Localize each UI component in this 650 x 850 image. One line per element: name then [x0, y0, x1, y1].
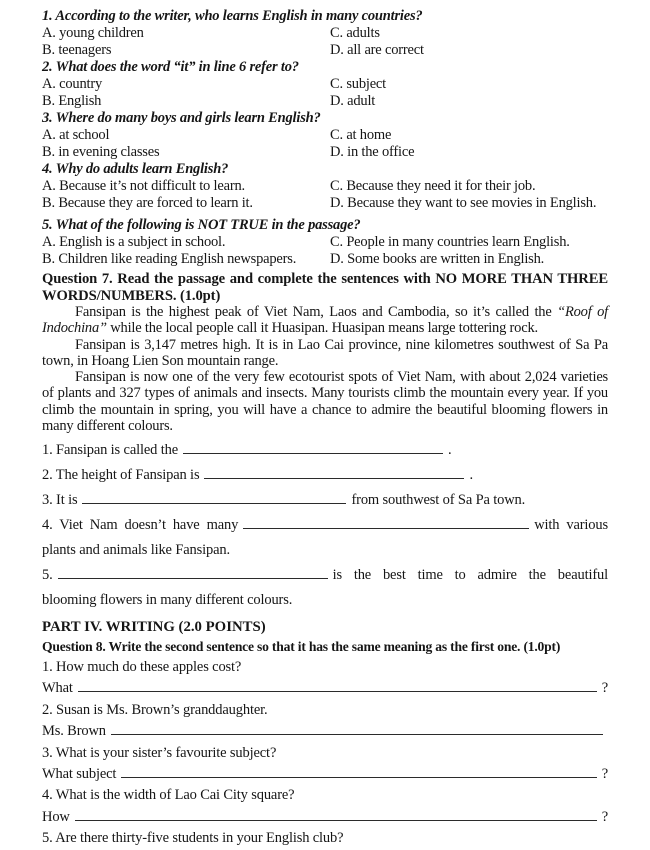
- option-left: B. teenagers: [42, 42, 112, 58]
- text-segment: from southwest of Sa Pa town.: [351, 492, 526, 509]
- answer-blank: [58, 566, 328, 579]
- mcq-question: [42, 217, 608, 268]
- text-segment: ?: [601, 808, 608, 825]
- option-row: [42, 178, 608, 195]
- question-prompt: 4. Why do adults learn English?: [42, 161, 229, 177]
- question-prompt: 2. What does the word “it” in line 6 refer to?: [42, 59, 299, 75]
- writing-question: 2. Susan is Ms. Brown’s granddaughter.: [42, 701, 268, 718]
- option-row: [42, 127, 608, 144]
- fill-line: [42, 721, 608, 742]
- option-left: B. Children like reading English newspapers.: [42, 251, 297, 267]
- passage-text: Fansipan is 3,147 metres high. It is in Lao Cai province, nine kilometres southwest of Sa Pa town, in Hoang Lien Son mountain range.: [42, 336, 608, 369]
- text-segment: How: [42, 808, 70, 825]
- text-segment: 5.: [42, 567, 53, 584]
- fill-line: [42, 538, 608, 563]
- text-segment: 2. The height of Fansipan is: [42, 467, 200, 484]
- mcq-question: [42, 8, 608, 59]
- passage: [42, 304, 608, 434]
- text-segment: 3. It is: [42, 492, 78, 509]
- writing-items: [42, 657, 608, 850]
- passage-text: “Roof of Indochina”: [42, 304, 608, 337]
- text-segment: with various: [534, 517, 608, 534]
- option-left: A. country: [42, 76, 103, 92]
- writing-question: 3. What is your sister’s favourite subject?: [42, 744, 277, 761]
- option-right: D. Some books are written in English.: [330, 251, 545, 267]
- option-right: C. Because they need it for their job.: [330, 178, 536, 194]
- option-left: A. young children: [42, 25, 144, 41]
- mcq-section: [42, 8, 608, 268]
- option-left: A. at school: [42, 127, 110, 143]
- writing-question: 4. What is the width of Lao Cai City square?: [42, 787, 295, 804]
- option-right: D. in the office: [330, 144, 415, 160]
- fill-line: [42, 807, 608, 828]
- option-row: [42, 195, 608, 212]
- writing-question: 1. How much do these apples cost?: [42, 658, 242, 675]
- fill-line: [42, 488, 608, 513]
- text-segment: .: [469, 467, 473, 484]
- passage-paragraph: [42, 304, 608, 337]
- option-row: [42, 93, 608, 110]
- option-row: [42, 25, 608, 42]
- option-row: [42, 234, 608, 251]
- question7-heading: Question 7. Read the passage and complete the sentences with NO MORE THAN THREE WORDS/NUMBERS. (1.0pt): [42, 271, 608, 304]
- option-right: D. all are correct: [330, 42, 424, 58]
- passage-paragraph: [42, 337, 608, 370]
- option-right: D. Because they want to see movies in English.: [330, 195, 597, 211]
- text-segment: 4. Viet Nam doesn’t have many: [42, 517, 239, 534]
- fill-line: [42, 513, 608, 538]
- answer-blank: [183, 441, 443, 454]
- passage-text: while the local people call it Huasipan. Huasipan means large tottering rock.: [106, 320, 538, 337]
- text-segment: Ms. Brown: [42, 723, 106, 740]
- writing-question: 5. Are there thirty-five students in your English club?: [42, 830, 344, 847]
- option-right: C. People in many countries learn English.: [330, 234, 570, 250]
- fill-items: [42, 438, 608, 613]
- text-segment: is the best time to admire the beautiful: [332, 567, 608, 584]
- answer-blank: [82, 491, 346, 504]
- option-left: A. English is a subject in school.: [42, 234, 226, 250]
- text-segment: 1. Fansipan is called the: [42, 442, 178, 459]
- mcq-question: [42, 59, 608, 110]
- question8-heading: Question 8. Write the second sentence so that it has the same meaning as the first one. (1.0pt): [42, 639, 561, 655]
- passage-text: Fansipan is the highest peak of Viet Nam, Laos and Cambodia, so it’s called the: [75, 304, 558, 320]
- text-segment: What: [42, 680, 73, 697]
- fill-line: [42, 764, 608, 785]
- option-right: C. at home: [330, 127, 392, 143]
- fill-line: [42, 438, 608, 463]
- option-row: [42, 42, 608, 59]
- mcq-question: [42, 161, 608, 212]
- option-right: C. adults: [330, 25, 380, 41]
- question-prompt: 5. What of the following is NOT TRUE in the passage?: [42, 217, 361, 233]
- option-row: [42, 144, 608, 161]
- option-right: D. adult: [330, 93, 376, 109]
- passage-paragraph: [42, 369, 608, 434]
- option-row: [42, 76, 608, 93]
- fill-line: [42, 588, 608, 613]
- option-left: B. Because they are forced to learn it.: [42, 195, 253, 211]
- question-prompt: 1. According to the writer, who learns English in many countries?: [42, 8, 423, 24]
- text-segment: blooming flowers in many different colours.: [42, 592, 293, 609]
- fill-line: [42, 563, 608, 588]
- question-prompt: 3. Where do many boys and girls learn English?: [42, 110, 321, 126]
- text-segment: .: [447, 442, 452, 459]
- option-left: B. in evening classes: [42, 144, 160, 160]
- text-segment: ?: [601, 765, 608, 782]
- text-segment: plants and animals like Fansipan.: [42, 542, 230, 559]
- fill-line: [42, 678, 608, 699]
- answer-blank: [75, 808, 597, 821]
- mcq-question: [42, 110, 608, 161]
- text-segment: What subject: [42, 765, 117, 782]
- answer-blank: [111, 722, 603, 735]
- fill-line: [42, 463, 608, 488]
- option-left: A. Because it’s not difficult to learn.: [42, 178, 245, 194]
- answer-blank: [243, 516, 529, 529]
- text-segment: ?: [601, 680, 608, 697]
- option-right: C. subject: [330, 76, 386, 92]
- passage-text: Fansipan is now one of the very few ecotourist spots of Viet Nam, with about 2,024 varieties of plants and 327 types of animals and insects. Many tourists climb the mountain every year. If you climb the mountain in spring, you will have a chance to admire the beautiful blooming flowers in many different colours.: [42, 369, 608, 435]
- option-row: [42, 251, 608, 268]
- option-left: B. English: [42, 93, 102, 109]
- answer-blank: [121, 765, 596, 778]
- part4-heading: PART IV. WRITING (2.0 POINTS): [42, 619, 266, 636]
- answer-blank: [78, 679, 597, 692]
- answer-blank: [204, 466, 464, 479]
